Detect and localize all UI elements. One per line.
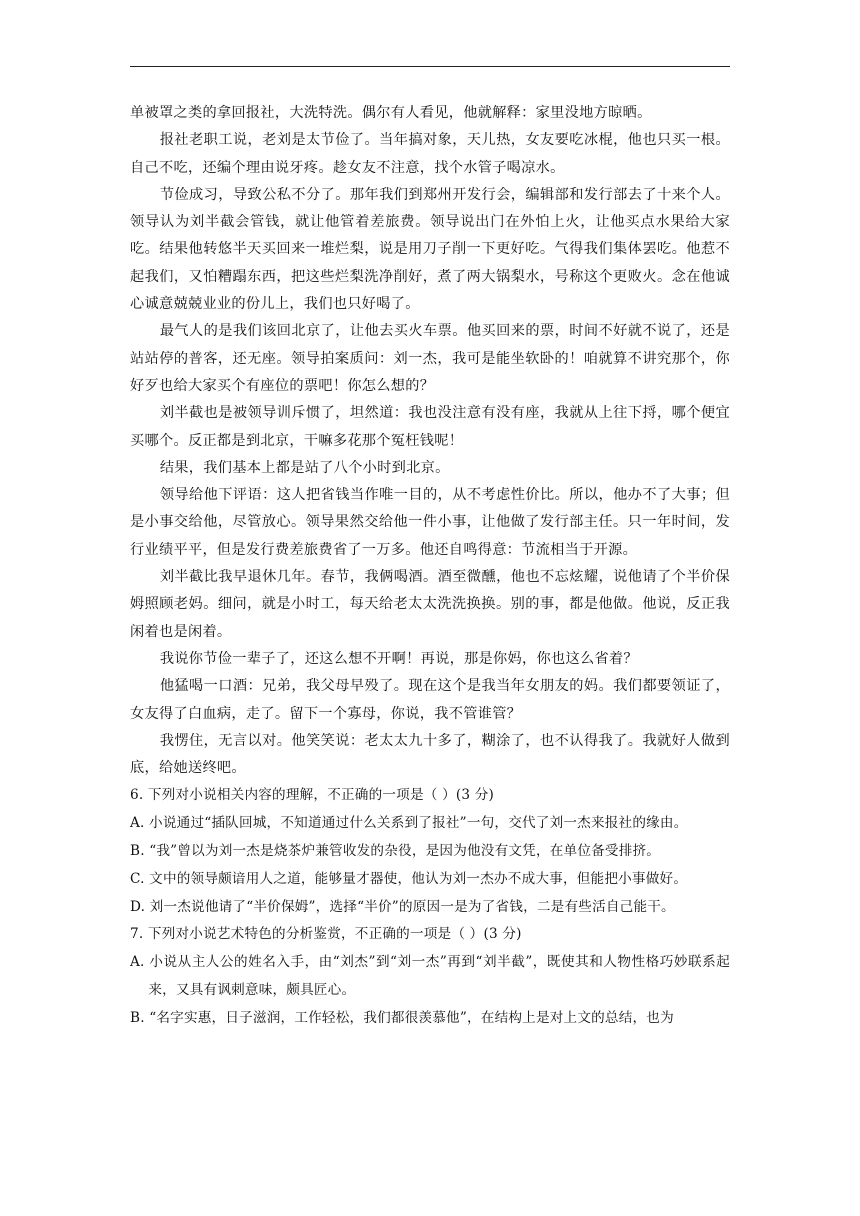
paragraph: 最气人的是我们该回北京了，让他去买火车票。他买回来的票，时间不好就不说了，还是站站停的普客，还无座。领导拍案质问：刘一杰，我可是能坐软卧的！咱就算不讲究那个，你好歹也给大家买个有座位的票吧！你怎么想的？: [130, 323, 730, 394]
document-body: [130, 100, 730, 1033]
question-6: [130, 782, 730, 921]
option-c: C. 文中的领导颇谙用人之道，能够量才器使，他认为刘一杰办不成大事，但能把小事做好。: [130, 870, 688, 887]
option-a: A. 小说通过“插队回城，不知道通过什么关系到了报社”一句，交代了刘一杰来报社的缘由。: [130, 815, 688, 832]
question-stem: 6. 下列对小说相关内容的理解，不正确的一项是（ ）(3 分): [130, 787, 495, 804]
paragraph: 刘半截比我早退休几年。春节，我俩喝酒。酒至微醺，他也不忘炫耀，说他请了个半价保姆照顾老妈。细问，就是小时工，每天给老太太洗洗换换。别的事，都是他做。他说，反正我闲着也是闲着。: [130, 569, 730, 640]
option-b: B. “我”曾以为刘一杰是烧茶炉兼管收发的杂役，是因为他没有文凭，在单位备受排挤。: [130, 843, 661, 860]
question-7: [130, 921, 730, 1032]
paragraph: 我愣住，无言以对。他笑笑说：老太太九十多了，糊涂了，也不认得我了。我就好人做到底，给她送终吧。: [130, 732, 730, 777]
paragraph: 领导给他下评语：这人把省钱当作唯一目的，从不考虑性价比。所以，他办不了大事；但是小事交给他，尽管放心。领导果然交给他一件小事，让他做了发行部主任。只一年时间，发行业绩平平，但是发行费差旅费省了一万多。他还自鸣得意：节流相当于开源。: [130, 487, 730, 558]
question-stem: 7. 下列对小说艺术特色的分析鉴赏，不正确的一项是（ ）(3 分): [130, 926, 522, 943]
header-rule: [130, 66, 730, 67]
paragraph: 结果，我们基本上都是站了八个小时到北京。: [159, 459, 450, 476]
option-a: A. 小说从主人公的姓名入手，由“刘杰”到“刘一杰”再到“刘半截”，既使其和人物性格巧妙联系起来，又具有讽刺意味，颇具匠心。: [130, 954, 730, 998]
option-b: B. “名字实惠，日子滋润，工作轻松，我们都很羡慕他”，在结构上是对上文的总结，也为: [130, 1009, 674, 1026]
paragraph: 单被罩之类的拿回报社，大洗特洗。偶尔有人看见，他就解释：家里没地方晾晒。: [130, 105, 652, 121]
paragraph: 他猛喝一口酒：兄弟，我父母早殁了。现在这个是我当年女朋友的妈。我们都要领证了，女友得了白血病，走了。留下一个寡母，你说，我不管谁管？: [130, 678, 730, 722]
story-passage: [130, 100, 730, 782]
option-d: D. 刘一杰说他请了“半价保姆”，选择“半价”的原因一是为了省钱，二是有些活自己能干。: [130, 898, 675, 915]
paragraph: 我说你节俭一辈子了，还这么想不开啊！再说，那是你妈，你也这么省着？: [159, 650, 638, 667]
paragraph: 刘半截也是被领导训斥惯了，坦然道：我也没注意有没有座，我就从上往下捋，哪个便宜买哪个。反正都是到北京，干嘛多花那个冤枉钱呢！: [130, 405, 730, 449]
paragraph: 节俭成习，导致公私不分了。那年我们到郑州开发行会，编辑部和发行部去了十来个人。领导认为刘半截会管钱，就让他管着差旅费。领导说出门在外怕上火，让他买点水果给大家吃。结果他转悠半天买回来一堆烂梨，说是用刀子削一下更好吃。气得我们集体罢吃。他惹不起我们，又怕糟蹋东西，把这些烂梨洗净削好，煮了两大锅梨水，号称这个更败火。念在他诚心诚意兢兢业业的份儿上，我们也只好喝了。: [130, 186, 730, 313]
paragraph: 报社老职工说，老刘是太节俭了。当年搞对象，天儿热，女友要吃冰棍，他也只买一根。自己不吃，还编个理由说牙疼。趁女友不注意，找个水管子喝凉水。: [130, 132, 730, 176]
